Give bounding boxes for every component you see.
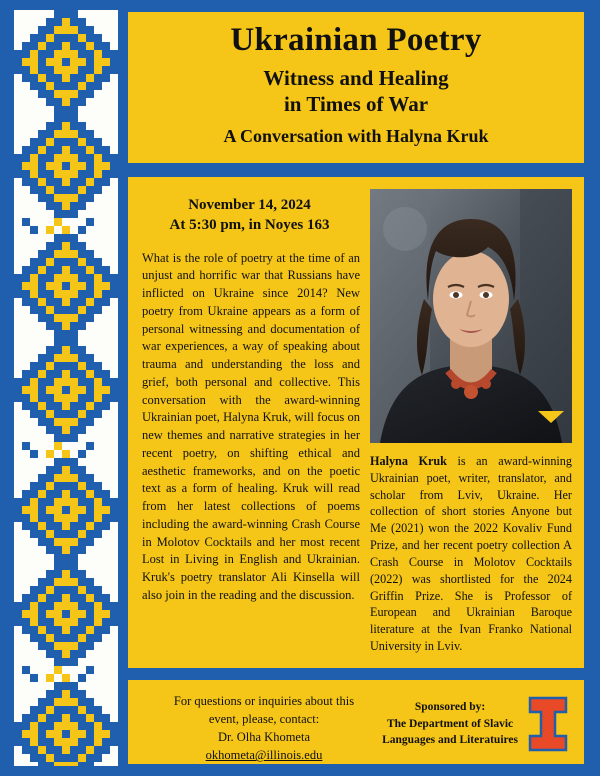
- embroidery-motif: [14, 458, 118, 562]
- embroidery-motif: [14, 234, 118, 338]
- sponsor-text: [382, 699, 518, 749]
- event-date: November 14, 2024: [188, 197, 311, 213]
- embroidery-motif: [14, 562, 118, 666]
- embroidery-motif: [14, 666, 118, 682]
- contact-line-2: event, please, contact:: [208, 712, 320, 727]
- speaker-photo: [370, 189, 572, 443]
- sponsor-line-2: Languages and Literatuires: [382, 734, 518, 747]
- event-datetime: [142, 195, 357, 236]
- footer-panel: [126, 678, 586, 766]
- speaker-name: Halyna Kruk: [370, 454, 447, 468]
- sponsor-block: [380, 696, 570, 752]
- embroidery-motif-column: [14, 10, 118, 766]
- embroidery-motif: [14, 218, 118, 234]
- event-description: What is the role of poetry at the time of an unjust and horrific war that Russians have inflicted on Ukraine since 2014? New poetry from Ukraine appears as a form of personal witnessing and documentation of war experiences, a way of speaking about trauma and understanding the loss and grief, both personal and collective. This conversation with the award-winning Ukrainian poet, Halyna Kruk, will focus on new themes and narrative strategies in her recent poetry, on shifting ethical and aesthetic frameworks, and on the poetic text as a form of healing. Kruk will read from her latest collections of poems including the award-winning Crash Course in Molotov Cocktails and her most recent Lost in Living in English and Ukrainian. Kruk's poetry translator Ali Kinsella will also join in the reading and the discussion.: [142, 250, 360, 602]
- contact-name: Dr. Olha Khometa: [218, 730, 310, 745]
- embroidery-motif: [14, 442, 118, 458]
- page-title: Ukrainian Poetry: [230, 22, 482, 58]
- sponsor-line-1: The Department of Slavic: [386, 717, 514, 730]
- poster-content: [126, 10, 586, 766]
- sponsor-lead: Sponsored by:: [414, 700, 486, 713]
- embroidery-motif: [14, 10, 118, 114]
- embroidery-motif: [14, 682, 118, 766]
- speaker-bio: [370, 453, 572, 655]
- event-time-place: At 5:30 pm, in Noyes 163: [169, 217, 330, 234]
- text-column: [142, 189, 360, 605]
- ukrainian-embroidery-border: [14, 10, 118, 766]
- title-subtitle-2: in Times of War: [283, 92, 429, 117]
- title-subtitle-1: Witness and Healing: [263, 65, 449, 90]
- illinois-block-i-logo: [526, 696, 570, 752]
- embroidery-motif: [14, 114, 118, 218]
- embroidery-motif: [14, 338, 118, 442]
- contact-email-link[interactable]: okhometa@illinois.edu: [205, 748, 323, 763]
- speaker-column: [370, 189, 572, 655]
- title-subtitle-3: A Conversation with Halyna Kruk: [223, 126, 489, 147]
- contact-block: [144, 692, 384, 765]
- contact-line-1: For questions or inquiries about this: [173, 694, 355, 708]
- body-panel: [126, 175, 586, 670]
- title-panel: [126, 10, 586, 165]
- speaker-bio-text: is an award-winning Ukrainian poet, writer, translator, and scholar from Lviv, Ukraine. Her collection of short stories Anyone but Me (2021) won the 2022 Kovaliv Fund Prize, and her recent poetry collection A Crash Course in Molotov Cocktails (2022) was shortlisted for the 2024 Griffin Prize. She is Professor of European and Ukrainian Baroque literature at the Ivan Franko National University in Lviv.: [370, 454, 572, 654]
